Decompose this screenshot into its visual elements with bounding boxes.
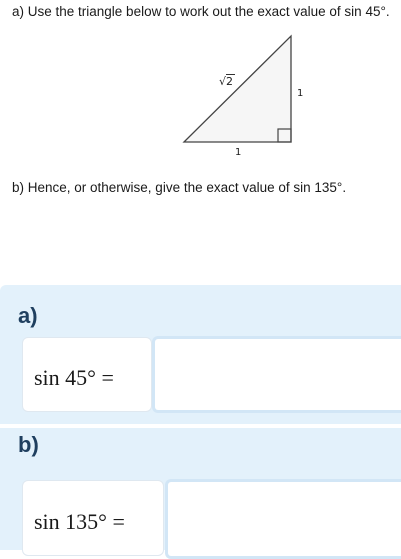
sin45-answer-input[interactable] (152, 336, 401, 413)
answer-block-b (0, 425, 401, 550)
vertical-side-label: 1 (297, 88, 304, 99)
sin135-expression: sin 135° = (34, 509, 125, 534)
right-triangle-diagram (0, 0, 401, 180)
sin135-answer-input[interactable] (165, 479, 401, 559)
sin45-expression-card (22, 337, 152, 412)
sin45-expression: sin 45° = (34, 365, 114, 390)
answer-area (0, 285, 401, 550)
question-part-b: b) Hence, or otherwise, give the exact value of sin 135°. (12, 180, 347, 195)
hypotenuse-label: √2 (219, 75, 234, 88)
base-label: 1 (235, 147, 242, 158)
answer-block-a (0, 285, 401, 425)
sin135-expression-card (22, 480, 164, 556)
part-a-label: a) (18, 303, 38, 328)
part-b-label: b) (18, 432, 39, 457)
triangle-shape (184, 36, 291, 142)
question-part-a: a) Use the triangle below to work out the exact value of sin 45°. (12, 4, 390, 19)
